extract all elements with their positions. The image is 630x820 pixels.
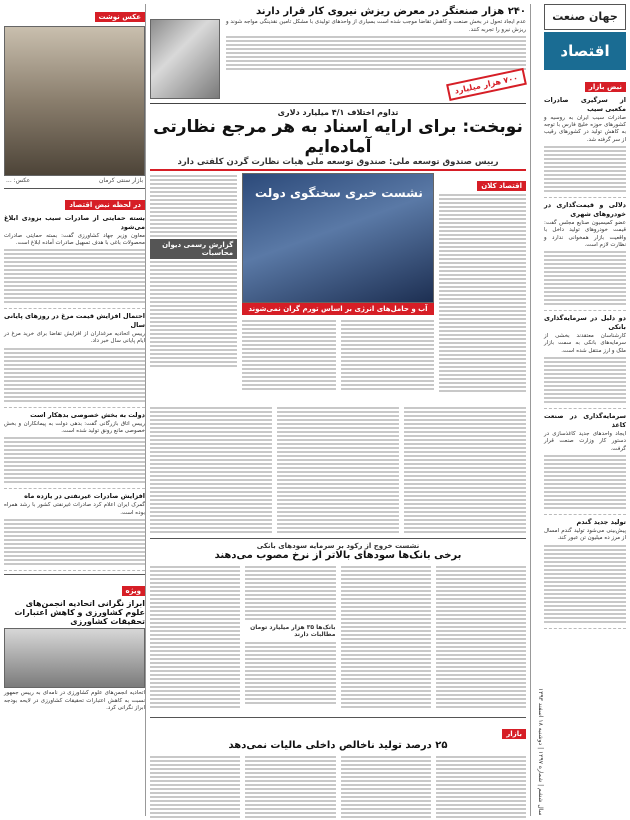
masthead-logo: جهان صنعت: [552, 10, 618, 23]
sidebar-item-body: معاون وزیر جهاد کشاورزی گفت: بسته حمایتی صادرات محصولات باغی با هدف تسهیل صادرات آماده ابلاغ است.: [4, 232, 145, 246]
sidebar-item: [4, 408, 145, 490]
main-story-subtitle: رییس صندوق توسعه ملی: صندوق توسعه ملی هیات نظارت گردن کلفتی دارد: [177, 157, 499, 167]
brief-body: عضو کمیسیون صنایع مجلس گفت: قیمت خودروهای تولید داخل با واقعیت بازار همخوانی ندارد و نظارت لازم است.: [544, 219, 626, 249]
special-body: اتحادیه انجمن‌های علوم کشاورزی در نامه‌ای به رییس جمهور نسبت به کاهش اعتبارات تحقیقات کشاورزی در لایحه بودجه ابراز نگرانی کرد.: [4, 689, 145, 712]
masthead-logo-box: [544, 4, 626, 30]
main-story-box-title: گزارش رسمی دیوان محاسبات: [150, 239, 237, 259]
sidebar-item-title: بسته حمایتی از صادرات سیب بزودی ابلاغ می‌شود: [4, 214, 145, 231]
brief-item: [544, 515, 626, 629]
photo-tag: عکس نوشت: [95, 12, 146, 22]
main-story-col-left: [150, 173, 237, 403]
second-story: [150, 542, 526, 714]
brief-item: [544, 311, 626, 409]
photo-caption: بازار سنتی کرمان: [98, 177, 143, 184]
main-story-col-right: [439, 173, 526, 403]
sidebar-item-title: احتمال افزایش قیمت مرغ در روزهای پایانی سال: [4, 312, 145, 330]
photo-banner-text: نشست خبری سخنگوی دولت: [255, 186, 423, 200]
brief-item: [544, 409, 626, 515]
third-story-title: ۲۵ درصد تولید ناخالص داخلی مالیات نمی‌دهد: [228, 740, 448, 751]
portrait-photo: [150, 19, 220, 99]
photo-credit: عکس: ...: [6, 177, 31, 184]
main-story-kicker: تداوم اختلاف ۴/۱ میلیارد دلاری: [277, 108, 399, 117]
news-brief-tag: نبض بازار: [585, 82, 626, 92]
sidebar-item-title: دولت به بخش خصوصی بدهکار است: [30, 410, 145, 419]
top-story-lead: عدم ایجاد تحول در بخش صنعت و کاهش تقاضا موجب شده است بسیاری از واحدهای تولیدی با مشکل تامین نقدینگی مواجه شوند و ریزش نیرو را تجربه کنند.: [226, 19, 526, 33]
second-story-box-title: بانک‌ها ۳۵ هزار میلیارد تومان مطالبات دارند: [250, 624, 336, 638]
brief-title: دلالی و قیمت‌گذاری در خودروهای شهری: [544, 201, 626, 218]
sidebar-item-body: گمرک ایران اعلام کرد صادرات غیرنفتی کشور با رشد همراه بوده است.: [4, 502, 145, 516]
third-story-tag: بازار: [502, 729, 526, 739]
sidebar-item-body: رییس اتاق بازرگانی گفت: بدهی دولت به پیمانکاران و بخش خصوصی مانع رونق تولید شده است.: [4, 420, 145, 434]
dateline-strip: سال ششم | شماره ۱۲۹۷ | دوشنبه ۱۸ اسفند ۱۳۹۳: [530, 4, 544, 816]
press-conference-photo: [242, 173, 434, 303]
top-story: [150, 4, 526, 104]
photo-caption: آب و حامل‌های انرژی بر اساس تورم گران نمی‌شوند: [242, 303, 434, 315]
sidebar-item: [4, 309, 145, 407]
section-tag: اقتصاد کلان: [477, 181, 526, 191]
sidebar-item-title: افزایش صادرات غیرنفتی در یازده ماه: [24, 492, 145, 501]
sidebar-item: [4, 211, 145, 309]
brief-title: از سرگیری صادرات مکعبی سیب: [544, 96, 626, 113]
sidebar-item-body: رییس اتحادیه مرغداران از افزایش تقاضا برای خرید مرغ در ایام پایانی سال خبر داد.: [4, 330, 145, 345]
left-sidebar: [4, 4, 146, 816]
brief-item: [544, 93, 626, 198]
main-story-title: نوبخت: برای ارایه اسناد به هر مرجع نظارتی آماده‌ایم: [153, 117, 523, 157]
special-tag: ویژه: [122, 586, 145, 596]
brief-title: دو دلیل در سرمایه‌گذاری بانکی: [544, 314, 626, 332]
third-story: [150, 721, 526, 820]
brief-title: تولید جدید گندم: [576, 518, 626, 527]
main-story: [150, 104, 526, 535]
brief-body: ایجاد واحدهای جدید کاغذسازی در دستور کار وزارت صنعت قرار گرفت.: [544, 430, 626, 452]
brief-body: صادرات سیب ایران به روسیه و کشورهای حوزه خلیج فارس با توجه به کاهش تولید در کشورهای رقیب از سر گرفته شد.: [544, 114, 626, 143]
top-story-headline: ۲۴۰ هزار صنعتگر در معرض ریزش نیروی کار قرار دارند: [256, 6, 526, 17]
brief-item: [544, 198, 626, 311]
second-story-title: برخی بانک‌ها سودهای بالاتر از نرخ مصوب می‌دهند: [214, 550, 462, 561]
news-brief-column: [544, 74, 626, 816]
second-story-kicker: نشست خروج از رکود بر سرمایه سودهای بانکی: [256, 542, 420, 550]
brief-title: سرمایه‌گذاری در صنعت کاغذ: [544, 412, 626, 429]
brief-body: پیش‌بینی می‌شود تولید گندم امسال از مرز ده میلیون تن عبور کند.: [544, 527, 626, 542]
top-story-stamp: ۷۰۰ هزار میلیارد: [447, 68, 527, 101]
news-tag: در لحظه نبض اقتصاد: [65, 200, 145, 210]
sidebar-item: [4, 489, 145, 571]
special-title: ابراز نگرانی اتحادیه انجمن‌های علوم کشاورزی و کاهش اعتبارات تحقیقات کشاورزی: [14, 598, 145, 626]
brief-body: کارشناسان معتقدند بخشی از سرمایه‌های بانکی به سمت بازار ملک و ارز منتقل شده است.: [544, 332, 626, 354]
market-photo: [4, 26, 145, 176]
special-photo: [4, 628, 145, 688]
main-area: [150, 4, 526, 816]
category-label: اقتصاد: [544, 32, 626, 70]
